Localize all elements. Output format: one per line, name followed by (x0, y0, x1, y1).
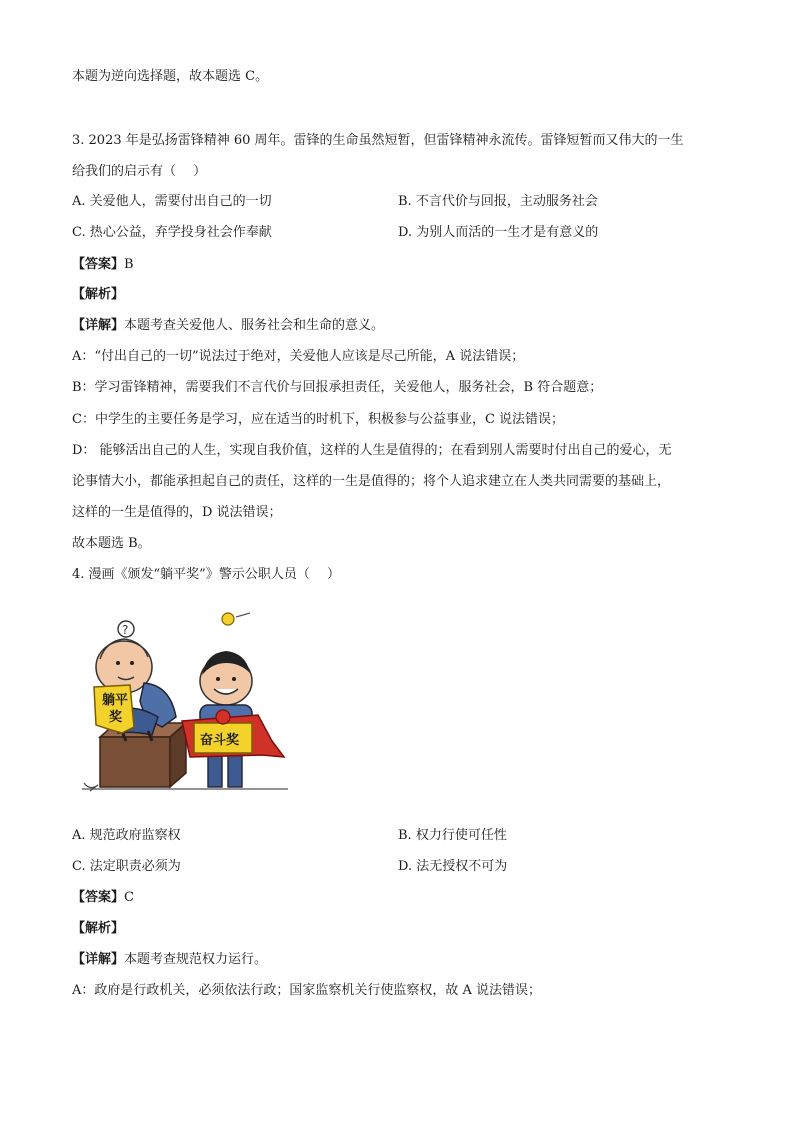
q4-detail-label: 【详解】 (72, 952, 125, 967)
q3-stem-line-2: 给我们的启示有（ ） (72, 164, 207, 179)
q3-stem-line-1: 3. 2023 年是弘扬雷锋精神 60 周年。雷锋的生命虽然短暂，但雷锋精神永流传。雷锋短暂而又伟大的一生 (72, 133, 684, 148)
lying-flat-award-sign-text-2: 奖 (109, 710, 123, 725)
q4-detail-text: 本题考查规范权力运行。 (124, 952, 268, 967)
q3-answer (72, 255, 134, 275)
q3-option-c: C. 热心公益，弃学投身社会作奉献 (72, 225, 272, 240)
q3-detail-text: 本题考查关爱他人、服务社会和生命的意义。 (124, 318, 385, 333)
q4-option-c: C. 法定职责必须为 (72, 859, 181, 874)
q4-answer-value: C (124, 890, 134, 905)
q3-explanation-line: B：学习雷锋精神，需要我们不言代价与回报承担责任，关爱他人，服务社会，B 符合题意； (72, 380, 603, 395)
struggle-award-sign-text: 奋斗奖 (200, 733, 240, 748)
q3-explanation-line: D： 能够活出自己的人生，实现自我价值，这样的人生是值得的；在看到别人需要时付出自己的爱心，无 (72, 443, 672, 458)
q4-option-d: D. 法无授权不可为 (398, 859, 508, 874)
previous-answer-conclusion: 本题为逆向选择题，故本题选 C。 (72, 69, 269, 84)
cartoon-award-illustration (78, 605, 300, 801)
q4-option-b: B. 权力行使可任性 (398, 828, 507, 843)
q3-analysis-label: 【解析】 (72, 287, 125, 302)
q3-explanation-line: A：“付出自己的一切”说法过于绝对，关爱他人应该是尽己所能，A 说法错误； (72, 349, 525, 364)
q3-option-a: A. 关爱他人，需要付出自己的一切 (72, 194, 272, 209)
q3-detail-label: 【详解】 (72, 318, 125, 333)
q4-explanation-line: A：政府是行政机关，必须依法行政；国家监察机关行使监察权，故 A 说法错误； (72, 983, 542, 998)
q3-option-d: D. 为别人而活的一生才是有意义的 (398, 225, 599, 240)
q4-option-a: A. 规范政府监察权 (72, 828, 181, 843)
q3-explanation-line: C：中学生的主要任务是学习，应在适当的时机下，积极参与公益事业，C 说法错误； (72, 412, 565, 427)
q3-detail (72, 316, 384, 336)
q3-answer-value: B (124, 257, 134, 272)
q3-answer-label: 【答案】 (72, 257, 125, 272)
q3-conclusion: 故本题选 B。 (72, 536, 151, 551)
q4-stem: 4. 漫画《颁发“躺平奖”》警示公职人员（ ） (72, 567, 340, 582)
q4-analysis-label: 【解析】 (72, 921, 125, 936)
q4-answer-label: 【答案】 (72, 890, 125, 905)
q4-answer (72, 888, 134, 908)
lying-flat-award-sign-text-1: 躺平 (102, 693, 129, 708)
q4-detail (72, 950, 267, 970)
q3-explanation-line: 论事情大小，都能承担起自己的责任，这样的一生是值得的；将个人追求建立在人类共同需要的基础上， (72, 474, 671, 489)
q3-explanation-line: 这样的一生是值得的，D 说法错误； (72, 505, 282, 520)
q3-option-b: B. 不言代价与回报，主动服务社会 (398, 194, 598, 209)
svg-text:?: ? (122, 623, 129, 637)
